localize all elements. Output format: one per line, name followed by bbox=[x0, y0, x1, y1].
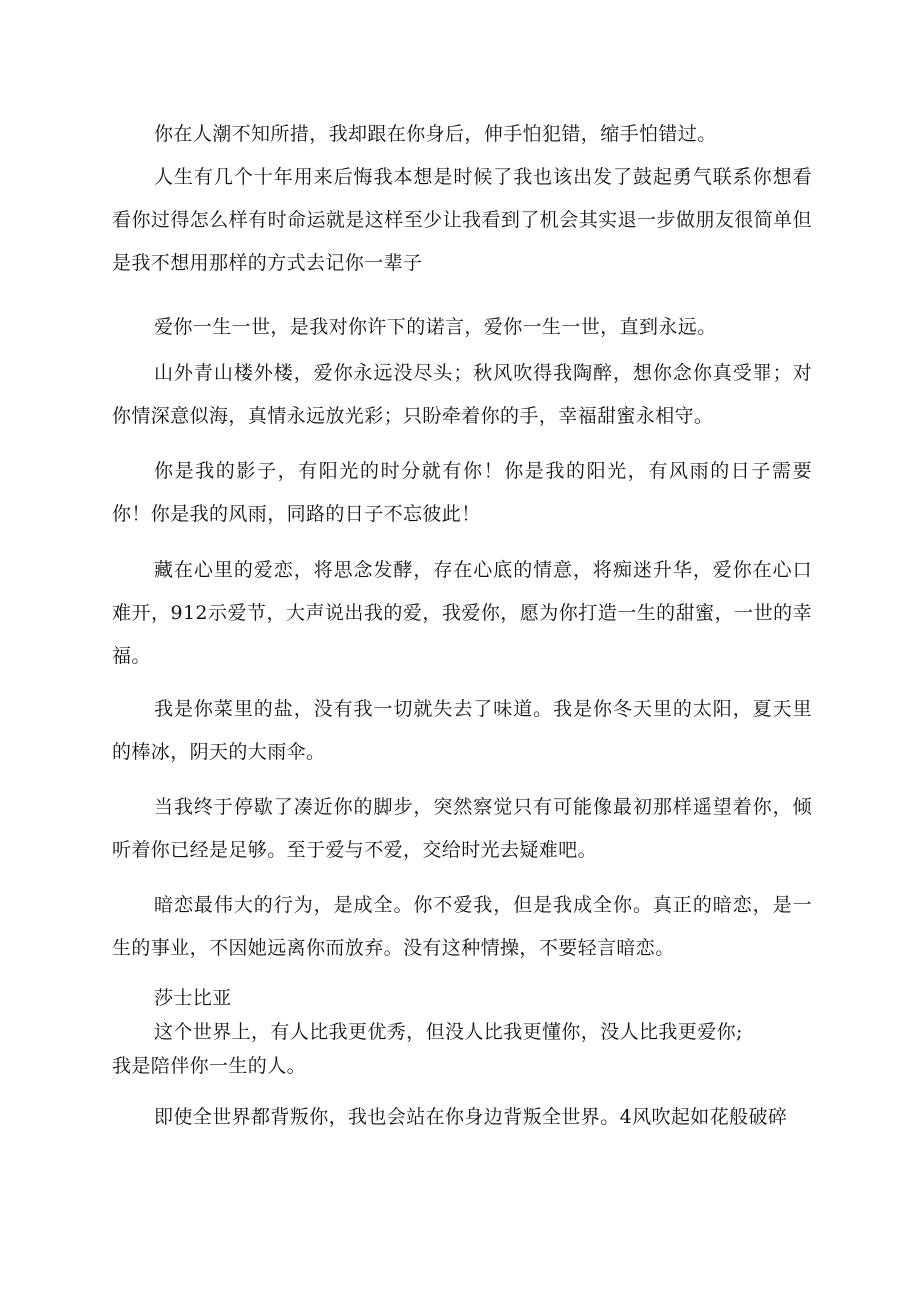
paragraph: 爱你一生一世，是我对你许下的诺言，爱你一生一世，直到永远。 bbox=[154, 316, 717, 338]
paragraph: 我是你菜里的盐，没有我一切就失去了味道。我是你冬天里的太阳，夏天里的棒冰，阴天的大雨伞。 bbox=[112, 698, 812, 763]
paragraph: 你是我的影子，有阳光的时分就有你！你是我的阳光，有风雨的日子需要你！你是我的风雨，同路的日子不忘彼此！ bbox=[112, 460, 812, 525]
paragraph: 你在人潮不知所措，我却跟在你身后，伸手怕犯错，缩手怕错过。 bbox=[154, 123, 717, 145]
quote-line: 这个世界上，有人比我更优秀，但没人比我更懂你，没人比我更爱你; bbox=[154, 1021, 743, 1043]
attribution-label: 莎士比亚 bbox=[154, 987, 232, 1009]
paragraph: 山外青山楼外楼，爱你永远没尽头；秋风吹得我陶醉，想你念你真受罪；对你情深意似海，真情永远放光彩；只盼牵着你的手，幸福甜蜜永相守。 bbox=[112, 362, 812, 427]
paragraph: 人生有几个十年用来后悔我本想是时候了我也该出发了鼓起勇气联系你想看看你过得怎么样有时命运就是这样至少让我看到了机会其实退一步做朋友很简单但是我不想用那样的方式去记你一辈子 bbox=[112, 166, 812, 274]
paragraph: 即使全世界都背叛你，我也会站在你身边背叛全世界。4风吹起如花般破碎 bbox=[154, 1106, 788, 1128]
quote-line: 我是陪伴你一生的人。 bbox=[112, 1055, 307, 1077]
paragraph: 当我终于停歇了凑近你的脚步，突然察觉只有可能像最初那样遥望着你，倾听着你已经是足够。至于爱与不爱，交给时光去疑难吧。 bbox=[112, 796, 812, 861]
paragraph: 暗恋最伟大的行为，是成全。你不爱我，但是我成全你。真正的暗恋，是一生的事业，不因她远离你而放弃。没有这种情操，不要轻言暗恋。 bbox=[112, 894, 812, 959]
paragraph: 藏在心里的爱恋，将思念发酵，存在心底的情意，将痴迷升华，爱你在心口难开，912示爱节，大声说出我的爱，我爱你，愿为你打造一生的甜蜜，一世的幸福。 bbox=[112, 559, 812, 667]
